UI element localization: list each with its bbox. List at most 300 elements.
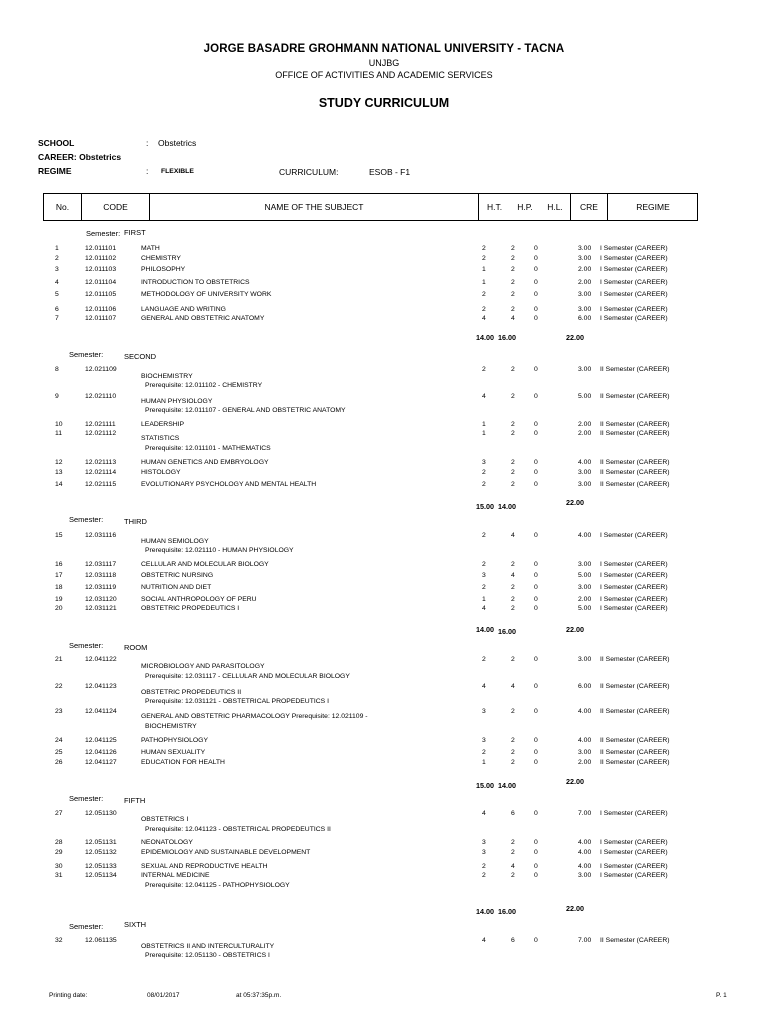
row-no: 21 — [55, 656, 63, 663]
row-code: 12.051133 — [85, 863, 117, 870]
row-hp: 2 — [511, 481, 515, 488]
row-ht: 3 — [482, 849, 486, 856]
row-ht: 3 — [482, 459, 486, 466]
row-cre: 7.00 — [578, 937, 592, 944]
semester-total-hp: 16.00 — [498, 333, 516, 342]
row-regime: I Semester (CAREER) — [600, 572, 668, 579]
school-label: SCHOOL — [38, 138, 75, 148]
row-code: 12.051134 — [85, 872, 117, 879]
page-number: P. 1 — [716, 992, 727, 999]
row-no: 25 — [55, 749, 63, 756]
semester-label: Semester: — [69, 922, 104, 931]
row-hp: 2 — [511, 459, 515, 466]
semester-name: SIXTH — [124, 920, 147, 929]
row-cre: 6.00 — [578, 683, 592, 690]
row-hp: 2 — [511, 279, 515, 286]
row-code: 12.011105 — [85, 291, 117, 298]
col-name-header: NAME OF THE SUBJECT — [149, 194, 478, 220]
row-hp: 2 — [511, 708, 515, 715]
row-hp: 2 — [511, 596, 515, 603]
office-name: OFFICE OF ACTIVITIES AND ACADEMIC SERVICES — [275, 70, 493, 80]
row-hl: 0 — [534, 737, 538, 744]
row-ht: 2 — [482, 532, 486, 539]
row-cre: 5.00 — [578, 572, 592, 579]
semester-total-hp: 14.00 — [498, 502, 516, 511]
semester-label: Semester: — [69, 641, 104, 650]
row-regime: I Semester (CAREER) — [600, 863, 668, 870]
row-ht: 4 — [482, 937, 486, 944]
school-value: Obstetrics — [158, 138, 197, 148]
row-hp: 2 — [511, 255, 515, 262]
row-hp: 4 — [511, 572, 515, 579]
printing-time: at 05:37:35p.m. — [236, 992, 282, 999]
row-hp: 2 — [511, 393, 515, 400]
row-regime: II Semester (CAREER) — [600, 749, 670, 756]
row-code: 12.011101 — [85, 245, 117, 252]
row-hl: 0 — [534, 656, 538, 663]
regime-label: REGIME — [38, 166, 72, 176]
row-name-cont: BIOCHEMISTRY — [145, 723, 197, 730]
row-no: 23 — [55, 708, 63, 715]
row-cre: 3.00 — [578, 656, 592, 663]
row-hl: 0 — [534, 430, 538, 437]
row-no: 31 — [55, 872, 63, 879]
row-hl: 0 — [534, 937, 538, 944]
row-regime: I Semester (CAREER) — [600, 279, 668, 286]
row-regime: I Semester (CAREER) — [600, 872, 668, 879]
row-no: 17 — [55, 572, 63, 579]
regime-value: FLEXIBLE — [161, 168, 194, 175]
row-prereq: Prerequisite: 12.041123 - OBSTETRICAL PROPEDEUTICS II — [145, 826, 331, 833]
row-code: 12.041126 — [85, 749, 117, 756]
row-code: 12.051131 — [85, 839, 117, 846]
semester-label: Semester: — [69, 794, 104, 803]
row-code: 12.021115 — [85, 481, 117, 488]
row-name: OBSTETRIC PROPEDEUTICS II — [141, 689, 242, 696]
semester-total-cre: 22.00 — [566, 498, 584, 507]
row-hl: 0 — [534, 481, 538, 488]
row-cre: 3.00 — [578, 245, 592, 252]
row-name: EPIDEMIOLOGY AND SUSTAINABLE DEVELOPMENT — [141, 849, 311, 856]
row-name: CELLULAR AND MOLECULAR BIOLOGY — [141, 561, 269, 568]
row-ht: 2 — [482, 245, 486, 252]
row-ht: 2 — [482, 561, 486, 568]
row-cre: 3.00 — [578, 584, 592, 591]
col-hl-header: H.L. — [547, 202, 563, 212]
row-code: 12.021111 — [85, 421, 116, 428]
row-regime: I Semester (CAREER) — [600, 839, 668, 846]
semester-total-ht: 15.00 — [476, 502, 494, 511]
row-prereq: Prerequisite: 12.011101 - MATHEMATICS — [145, 445, 271, 452]
table-header — [43, 193, 698, 221]
row-hl: 0 — [534, 393, 538, 400]
semester-total-ht: 14.00 — [476, 907, 494, 916]
row-no: 6 — [55, 306, 59, 313]
row-hp: 2 — [511, 366, 515, 373]
semester-total-hp: 16.00 — [498, 627, 516, 636]
row-no: 14 — [55, 481, 63, 488]
row-name: OBSTETRIC NURSING — [141, 572, 214, 579]
row-no: 1 — [55, 245, 59, 252]
row-ht: 1 — [482, 266, 486, 273]
col-regime-header: REGIME — [607, 194, 698, 220]
row-code: 12.041123 — [85, 683, 117, 690]
row-hp: 2 — [511, 872, 515, 879]
row-hl: 0 — [534, 306, 538, 313]
row-ht: 4 — [482, 315, 486, 322]
col-no-header: No. — [55, 202, 70, 212]
row-regime: I Semester (CAREER) — [600, 561, 668, 568]
row-regime: I Semester (CAREER) — [600, 255, 668, 262]
row-cre: 5.00 — [578, 605, 592, 612]
row-hp: 2 — [511, 291, 515, 298]
row-name: SEXUAL AND REPRODUCTIVE HEALTH — [141, 863, 268, 870]
row-hl: 0 — [534, 279, 538, 286]
career-label: CAREER: Obstetrics — [38, 152, 122, 162]
row-regime: II Semester (CAREER) — [600, 708, 670, 715]
row-hl: 0 — [534, 255, 538, 262]
row-ht: 4 — [482, 393, 486, 400]
row-hl: 0 — [534, 469, 538, 476]
row-ht: 2 — [482, 255, 486, 262]
semester-total-ht: 14.00 — [476, 333, 494, 342]
row-name: LEADERSHIP — [141, 421, 185, 428]
row-hl: 0 — [534, 849, 538, 856]
row-ht: 3 — [482, 737, 486, 744]
row-hp: 2 — [511, 749, 515, 756]
row-hp: 2 — [511, 656, 515, 663]
row-hp: 2 — [511, 561, 515, 568]
row-ht: 2 — [482, 291, 486, 298]
row-cre: 3.00 — [578, 872, 592, 879]
semester-total-cre: 22.00 — [566, 904, 584, 913]
row-no: 29 — [55, 849, 63, 856]
row-regime: I Semester (CAREER) — [600, 849, 668, 856]
row-cre: 4.00 — [578, 708, 592, 715]
row-name: LANGUAGE AND WRITING — [141, 306, 226, 313]
row-code: 12.041122 — [85, 656, 117, 663]
row-name: GENERAL AND OBSTETRIC PHARMACOLOGY Prerequisite: 12.021109 - — [141, 713, 368, 720]
row-no: 15 — [55, 532, 63, 539]
row-hp: 2 — [511, 839, 515, 846]
row-cre: 4.00 — [578, 737, 592, 744]
row-regime: I Semester (CAREER) — [600, 245, 668, 252]
row-ht: 1 — [482, 430, 486, 437]
row-ht: 2 — [482, 584, 486, 591]
row-name: HUMAN PHYSIOLOGY — [141, 398, 213, 405]
row-code: 12.011106 — [85, 306, 117, 313]
row-name: NEONATOLOGY — [141, 839, 193, 846]
row-cre: 2.00 — [578, 279, 592, 286]
row-no: 10 — [55, 421, 63, 428]
semester-name: ROOM — [124, 643, 148, 652]
row-code: 12.011107 — [85, 315, 117, 322]
row-hp: 4 — [511, 532, 515, 539]
row-hl: 0 — [534, 245, 538, 252]
semester-name: THIRD — [124, 517, 147, 526]
row-regime: II Semester (CAREER) — [600, 683, 670, 690]
row-code: 12.041127 — [85, 759, 117, 766]
row-ht: 4 — [482, 605, 486, 612]
row-hl: 0 — [534, 459, 538, 466]
row-no: 27 — [55, 810, 63, 817]
semester-total-ht: 15.00 — [476, 781, 494, 790]
row-name: STATISTICS — [141, 435, 180, 442]
row-ht: 1 — [482, 596, 486, 603]
row-ht: 3 — [482, 572, 486, 579]
row-prereq: Prerequisite: 12.011102 - CHEMISTRY — [145, 382, 263, 389]
row-no: 26 — [55, 759, 63, 766]
curriculum-label: CURRICULUM: — [279, 167, 339, 177]
row-name: OBSTETRIC PROPEDEUTICS I — [141, 605, 240, 612]
row-hl: 0 — [534, 584, 538, 591]
row-regime: II Semester (CAREER) — [600, 393, 670, 400]
row-hl: 0 — [534, 863, 538, 870]
row-prereq: Prerequisite: 12.021110 - HUMAN PHYSIOLOGY — [145, 547, 294, 554]
document-title: STUDY CURRICULUM — [318, 96, 450, 110]
row-name: METHODOLOGY OF UNIVERSITY WORK — [141, 291, 272, 298]
row-regime: II Semester (CAREER) — [600, 759, 670, 766]
row-cre: 2.00 — [578, 421, 592, 428]
row-hp: 2 — [511, 469, 515, 476]
semester-name: FIRST — [124, 228, 146, 237]
semester-name: FIFTH — [124, 796, 146, 805]
row-hp: 2 — [511, 266, 515, 273]
row-code: 12.061135 — [85, 937, 117, 944]
row-name: PHILOSOPHY — [141, 266, 186, 273]
row-cre: 2.00 — [578, 266, 592, 273]
row-cre: 4.00 — [578, 532, 592, 539]
row-ht: 1 — [482, 759, 486, 766]
university-name: JORGE BASADRE GROHMANN NATIONAL UNIVERSITY - TACNA — [203, 43, 565, 55]
row-no: 22 — [55, 683, 63, 690]
row-code: 12.021112 — [85, 430, 117, 437]
row-hl: 0 — [534, 366, 538, 373]
row-hl: 0 — [534, 561, 538, 568]
row-hl: 0 — [534, 810, 538, 817]
row-no: 9 — [55, 393, 59, 400]
row-ht: 2 — [482, 366, 486, 373]
row-ht: 1 — [482, 421, 486, 428]
row-name: PATHOPHYSIOLOGY — [141, 737, 208, 744]
row-name: HUMAN GENETICS AND EMBRYOLOGY — [141, 459, 269, 466]
row-name: BIOCHEMISTRY — [141, 373, 193, 380]
row-cre: 3.00 — [578, 366, 592, 373]
row-cre: 2.00 — [578, 430, 592, 437]
row-ht: 2 — [482, 469, 486, 476]
row-cre: 3.00 — [578, 749, 592, 756]
row-hl: 0 — [534, 839, 538, 846]
row-code: 12.031120 — [85, 596, 117, 603]
row-no: 3 — [55, 266, 59, 273]
row-name: EVOLUTIONARY PSYCHOLOGY AND MENTAL HEALTH — [141, 481, 317, 488]
row-ht: 2 — [482, 872, 486, 879]
row-no: 8 — [55, 366, 59, 373]
row-ht: 2 — [482, 656, 486, 663]
col-cre-header: CRE — [570, 194, 607, 220]
row-no: 7 — [55, 315, 59, 322]
row-cre: 3.00 — [578, 291, 592, 298]
semester-total-cre: 22.00 — [566, 625, 584, 634]
row-name: NUTRITION AND DIET — [141, 584, 212, 591]
row-code: 12.051132 — [85, 849, 117, 856]
school-colon: : — [146, 138, 149, 148]
row-no: 20 — [55, 605, 63, 612]
semester-total-cre: 22.00 — [566, 777, 584, 786]
row-hl: 0 — [534, 421, 538, 428]
row-ht: 2 — [482, 749, 486, 756]
row-code: 12.021110 — [85, 393, 117, 400]
row-prereq: Prerequisite: 12.011107 - GENERAL AND OBSTETRIC ANATOMY — [145, 407, 346, 414]
row-cre: 4.00 — [578, 459, 592, 466]
row-regime: I Semester (CAREER) — [600, 810, 668, 817]
row-regime: I Semester (CAREER) — [600, 315, 668, 322]
row-regime: II Semester (CAREER) — [600, 656, 670, 663]
row-hp: 2 — [511, 759, 515, 766]
semester-total-hp: 14.00 — [498, 781, 516, 790]
row-hl: 0 — [534, 708, 538, 715]
row-hp: 2 — [511, 245, 515, 252]
row-name: OBSTETRICS I — [141, 816, 189, 823]
row-hp: 6 — [511, 810, 515, 817]
row-code: 12.031121 — [85, 605, 117, 612]
row-regime: II Semester (CAREER) — [600, 737, 670, 744]
row-hp: 2 — [511, 584, 515, 591]
row-cre: 3.00 — [578, 469, 592, 476]
row-no: 18 — [55, 584, 63, 591]
row-hl: 0 — [534, 596, 538, 603]
row-cre: 2.00 — [578, 759, 592, 766]
row-regime: II Semester (CAREER) — [600, 421, 670, 428]
row-no: 13 — [55, 469, 63, 476]
row-ht: 2 — [482, 306, 486, 313]
col-ht-header: H.T. — [478, 194, 510, 220]
row-cre: 4.00 — [578, 849, 592, 856]
row-no: 24 — [55, 737, 63, 744]
row-name: HUMAN SEXUALITY — [141, 749, 206, 756]
row-hl: 0 — [534, 749, 538, 756]
row-regime: II Semester (CAREER) — [600, 481, 670, 488]
row-cre: 3.00 — [578, 255, 592, 262]
row-code: 12.011102 — [85, 255, 117, 262]
row-regime: I Semester (CAREER) — [600, 596, 668, 603]
row-regime: I Semester (CAREER) — [600, 266, 668, 273]
row-hp: 2 — [511, 421, 515, 428]
row-regime: II Semester (CAREER) — [600, 366, 670, 373]
row-hl: 0 — [534, 532, 538, 539]
row-no: 5 — [55, 291, 59, 298]
row-ht: 3 — [482, 708, 486, 715]
row-ht: 1 — [482, 279, 486, 286]
row-regime: II Semester (CAREER) — [600, 459, 670, 466]
row-hp: 4 — [511, 683, 515, 690]
row-hp: 4 — [511, 863, 515, 870]
row-no: 30 — [55, 863, 63, 870]
row-regime: II Semester (CAREER) — [600, 430, 670, 437]
row-hp: 6 — [511, 937, 515, 944]
row-cre: 5.00 — [578, 393, 592, 400]
row-cre: 3.00 — [578, 561, 592, 568]
row-name: INTERNAL MEDICINE — [141, 872, 210, 879]
row-name: GENERAL AND OBSTETRIC ANATOMY — [141, 315, 265, 322]
row-hp: 2 — [511, 737, 515, 744]
row-name: MICROBIOLOGY AND PARASITOLOGY — [141, 663, 265, 670]
row-code: 12.031119 — [85, 584, 117, 591]
row-name: HISTOLOGY — [141, 469, 181, 476]
row-hl: 0 — [534, 291, 538, 298]
semester-total-hp: 16.00 — [498, 907, 516, 916]
row-regime: II Semester (CAREER) — [600, 937, 670, 944]
row-regime: II Semester (CAREER) — [600, 469, 670, 476]
row-hl: 0 — [534, 605, 538, 612]
row-hl: 0 — [534, 683, 538, 690]
row-regime: I Semester (CAREER) — [600, 584, 668, 591]
row-ht: 2 — [482, 863, 486, 870]
row-ht: 4 — [482, 810, 486, 817]
row-hp: 2 — [511, 430, 515, 437]
row-code: 12.031118 — [85, 572, 117, 579]
row-hl: 0 — [534, 872, 538, 879]
university-acronym: UNJBG — [368, 58, 400, 68]
printing-date: 08/01/2017 — [147, 992, 180, 999]
row-no: 28 — [55, 839, 63, 846]
regime-colon: : — [146, 166, 149, 176]
row-code: 12.041124 — [85, 708, 117, 715]
printing-date-label: Printing date: — [49, 992, 88, 999]
row-name: HUMAN SEMIOLOGY — [141, 538, 209, 545]
row-prereq: Prerequisite: 12.051130 - OBSTETRICS I — [145, 952, 270, 959]
semester-label: Semester: — [86, 229, 121, 238]
row-prereq: Prerequisite: 12.041125 - PATHOPHYSIOLOGY — [145, 882, 290, 889]
row-code: 12.051130 — [85, 810, 117, 817]
row-code: 12.021113 — [85, 459, 117, 466]
row-code: 12.031116 — [85, 532, 117, 539]
semester-label: Semester: — [69, 515, 104, 524]
row-no: 11 — [55, 430, 63, 437]
row-code: 12.021109 — [85, 366, 117, 373]
row-no: 16 — [55, 561, 63, 568]
row-code: 12.021114 — [85, 469, 117, 476]
semester-total-cre: 22.00 — [566, 333, 584, 342]
row-no: 12 — [55, 459, 63, 466]
row-hl: 0 — [534, 315, 538, 322]
row-regime: I Semester (CAREER) — [600, 306, 668, 313]
col-hp-header: H.P. — [517, 202, 533, 212]
row-regime: I Semester (CAREER) — [600, 605, 668, 612]
row-code: 12.011104 — [85, 279, 117, 286]
semester-total-ht: 14.00 — [476, 625, 494, 634]
col-code-header: CODE — [81, 194, 149, 220]
row-name: EDUCATION FOR HEALTH — [141, 759, 225, 766]
row-ht: 4 — [482, 683, 486, 690]
row-prereq: Prerequisite: 12.031117 - CELLULAR AND MOLECULAR BIOLOGY — [145, 673, 350, 680]
row-cre: 6.00 — [578, 315, 592, 322]
row-no: 4 — [55, 279, 59, 286]
row-hl: 0 — [534, 572, 538, 579]
semester-name: SECOND — [124, 352, 157, 361]
row-code: 12.041125 — [85, 737, 117, 744]
row-hp: 4 — [511, 315, 515, 322]
row-ht: 3 — [482, 839, 486, 846]
row-hp: 2 — [511, 605, 515, 612]
row-no: 32 — [55, 937, 63, 944]
row-cre: 2.00 — [578, 596, 592, 603]
curriculum-value: ESOB - F1 — [369, 167, 411, 177]
row-prereq: Prerequisite: 12.031121 - OBSTETRICAL PROPEDEUTICS I — [145, 698, 329, 705]
row-regime: I Semester (CAREER) — [600, 532, 668, 539]
row-no: 2 — [55, 255, 59, 262]
row-code: 12.011103 — [85, 266, 117, 273]
